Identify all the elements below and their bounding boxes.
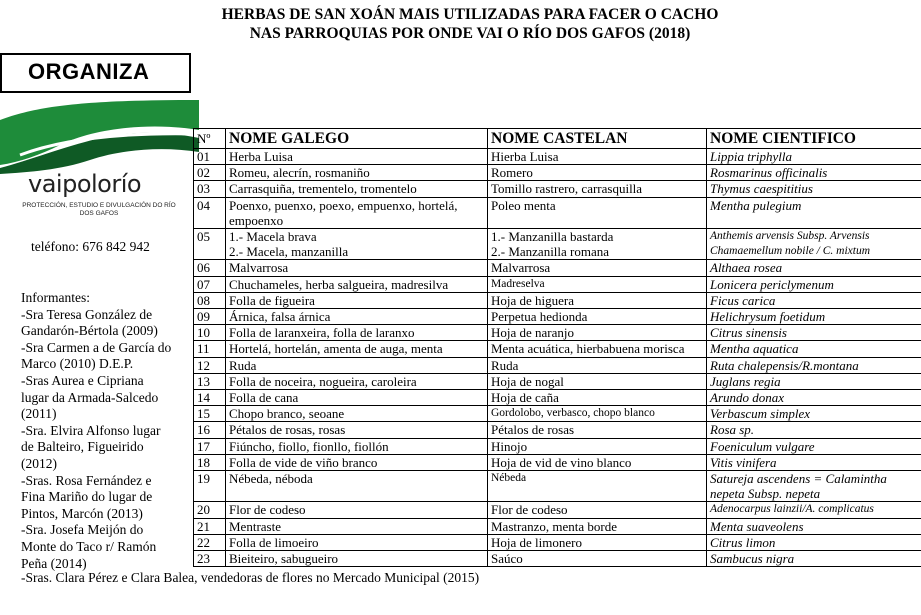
scientific-name-cell: Lippia triphylla [707, 149, 921, 165]
galician-name-cell: Romeu, alecrín, rosmaniño [226, 165, 488, 181]
row-number-cell: 03 [194, 181, 226, 197]
scientific-name-cell: Lonicera periclymenum [707, 276, 921, 292]
castilian-name-cell: Hinojo [488, 438, 707, 454]
table-header-row [194, 129, 921, 149]
table-row [194, 181, 921, 197]
scientific-name-cell: Anthemis arvensis Subsp. Arvensis Chamaemellum nobile / C. mixtum [707, 229, 921, 260]
table-row [194, 197, 921, 228]
scientific-name-cell: Verbascum simplex [707, 406, 921, 422]
scientific-name-cell: Althaea rosea [707, 260, 921, 276]
scientific-name-cell: Juglans regia [707, 373, 921, 389]
castilian-name-cell: Pétalos de rosas [488, 422, 707, 438]
row-number-cell: 06 [194, 260, 226, 276]
galician-name-cell: Ruda [226, 357, 488, 373]
scientific-name-cell: Adenocarpus lainzii/A. complicatus [707, 502, 921, 518]
scientific-name-cell: Menta suaveolens [707, 518, 921, 534]
informant-line: (2011) [21, 406, 57, 422]
scientific-name-cell: Ruta chalepensis/R.montana [707, 357, 921, 373]
galician-name-cell: Folla de vide de viño branco [226, 454, 488, 470]
header-castilian-name: NOME CASTELAN [488, 129, 707, 149]
informant-line: Peña (2014) [21, 555, 87, 571]
row-number-cell: 19 [194, 471, 226, 502]
header-galician-name: NOME GALEGO [226, 129, 488, 149]
castilian-name-cell: Saúco [488, 551, 707, 567]
title-line-2: NAS PARROQUIAS POR ONDE VAI O RÍO DOS GAFOS (2018) [249, 25, 691, 42]
table-row [194, 260, 921, 276]
table-row [194, 518, 921, 534]
galician-name-cell: Folla de noceira, nogueira, caroleira [226, 373, 488, 389]
castilian-name-cell: Madreselva [488, 276, 707, 292]
castilian-name-cell: 1.- Manzanilla bastarda 2.- Manzanilla romana [488, 229, 707, 260]
castilian-name-cell: Nébeda [488, 471, 707, 502]
informant-line: -Sra Teresa González de [21, 306, 153, 322]
informant-line: de Balteiro, Figueirido [21, 439, 144, 455]
galician-name-cell: Folla de figueira [226, 292, 488, 308]
header-number: Nº [194, 129, 226, 149]
row-number-cell: 11 [194, 341, 226, 357]
row-number-cell: 09 [194, 309, 226, 325]
castilian-name-cell: Gordolobo, verbasco, chopo blanco [488, 406, 707, 422]
castilian-name-cell: Hoja de vid de vino blanco [488, 454, 707, 470]
row-number-cell: 08 [194, 292, 226, 308]
row-number-cell: 21 [194, 518, 226, 534]
castilian-name-cell: Ruda [488, 357, 707, 373]
informants-list [21, 290, 191, 572]
castilian-name-cell: Hoja de limonero [488, 534, 707, 550]
galician-name-cell: Folla de limoeiro [226, 534, 488, 550]
castilian-name-cell: Perpetua hedionda [488, 309, 707, 325]
logo-brand: vaipolorío [28, 170, 142, 198]
row-number-cell: 16 [194, 422, 226, 438]
scientific-name-cell: Ficus carica [707, 292, 921, 308]
table-row [194, 438, 921, 454]
galician-name-cell: Folla de cana [226, 390, 488, 406]
table-row [194, 149, 921, 165]
row-number-cell: 22 [194, 534, 226, 550]
castilian-name-cell: Romero [488, 165, 707, 181]
scientific-name-cell: Rosa sp. [707, 422, 921, 438]
scientific-name-cell: Mentha pulegium [707, 197, 921, 228]
row-number-cell: 01 [194, 149, 226, 165]
castilian-name-cell: Hoja de nogal [488, 373, 707, 389]
castilian-name-cell: Hoja de naranjo [488, 325, 707, 341]
scientific-name-cell: Citrus sinensis [707, 325, 921, 341]
row-number-cell: 12 [194, 357, 226, 373]
galician-name-cell: Pétalos de rosas, rosas [226, 422, 488, 438]
scientific-name-cell: Thymus caespititius [707, 181, 921, 197]
castilian-name-cell: Hoja de caña [488, 390, 707, 406]
galician-name-cell: Hortelá, hortelán, amenta de auga, menta [226, 341, 488, 357]
castilian-name-cell: Tomillo rastrero, carrasquilla [488, 181, 707, 197]
table-row [194, 357, 921, 373]
table-row [194, 229, 921, 260]
row-number-cell: 14 [194, 390, 226, 406]
informant-line: -Sra. Josefa Meijón do [21, 522, 144, 538]
table-row [194, 292, 921, 308]
table-row [194, 373, 921, 389]
scientific-name-cell: Citrus limon [707, 534, 921, 550]
row-number-cell: 20 [194, 502, 226, 518]
informant-line: Marco (2010) D.E.P. [21, 356, 134, 372]
row-number-cell: 15 [194, 406, 226, 422]
castilian-name-cell: Flor de codeso [488, 502, 707, 518]
table-row [194, 534, 921, 550]
header-scientific-name: NOME CIENTIFICO [707, 129, 921, 149]
row-number-cell: 07 [194, 276, 226, 292]
row-number-cell: 13 [194, 373, 226, 389]
row-number-cell: 02 [194, 165, 226, 181]
informant-line: Monte do Taco r/ Ramón [21, 538, 157, 554]
table-row [194, 325, 921, 341]
herbs-table [193, 128, 921, 567]
galician-name-cell: Nébeda, néboda [226, 471, 488, 502]
row-number-cell: 04 [194, 197, 226, 228]
scientific-name-cell: Satureja ascendens = Calamintha nepeta Subsp. nepeta [707, 471, 921, 502]
informant-line: Gandarón-Bértola (2009) [21, 323, 158, 339]
informant-line: Informantes: [21, 290, 90, 305]
castilian-name-cell: Menta acuática, hierbabuena morisca [488, 341, 707, 357]
informant-line: -Sra. Elvira Alfonso lugar [21, 422, 161, 438]
castilian-name-cell: Mastranzo, menta borde [488, 518, 707, 534]
galician-name-cell: Mentraste [226, 518, 488, 534]
galician-name-cell: Árnica, falsa árnica [226, 309, 488, 325]
scientific-name-cell: Arundo donax [707, 390, 921, 406]
table-row [194, 341, 921, 357]
phone-number: teléfono: 676 842 942 [31, 239, 150, 254]
castilian-name-cell: Hierba Luisa [488, 149, 707, 165]
row-number-cell: 10 [194, 325, 226, 341]
informant-line: lugar da Armada-Salcedo [21, 389, 159, 405]
row-number-cell: 23 [194, 551, 226, 567]
title-line-1: HERBAS DE SAN XOÁN MAIS UTILIZADAS PARA FACER O CACHO [221, 6, 719, 23]
scientific-name-cell: Helichrysum foetidum [707, 309, 921, 325]
table-row [194, 406, 921, 422]
scientific-name-cell: Sambucus nigra [707, 551, 921, 567]
table-row [194, 551, 921, 567]
row-number-cell: 05 [194, 229, 226, 260]
castilian-name-cell: Poleo menta [488, 197, 707, 228]
galician-name-cell: Malvarrosa [226, 260, 488, 276]
table-row [194, 454, 921, 470]
row-number-cell: 18 [194, 454, 226, 470]
castilian-name-cell: Malvarrosa [488, 260, 707, 276]
organiza-label: ORGANIZA [28, 59, 150, 84]
row-number-cell: 17 [194, 438, 226, 454]
informant-line: (2012) [21, 455, 57, 471]
informant-line: -Sras. Rosa Fernández e [21, 472, 152, 488]
galician-name-cell: Folla de laranxeira, folla de laranxo [226, 325, 488, 341]
galician-name-cell: Carrasquiña, trementelo, tromentelo [226, 181, 488, 197]
scientific-name-cell: Rosmarinus officinalis [707, 165, 921, 181]
galician-name-cell: Fiúncho, fiollo, fionllo, fiollón [226, 438, 488, 454]
scientific-name-cell: Vitis vinifera [707, 454, 921, 470]
galician-name-cell: Flor de codeso [226, 502, 488, 518]
document-title [150, 5, 790, 43]
table-row [194, 309, 921, 325]
table-row [194, 276, 921, 292]
scientific-name-cell: Mentha aquatica [707, 341, 921, 357]
informant-line: Fina Mariño do lugar de [21, 489, 153, 505]
informant-line: Pintos, Marcón (2013) [21, 505, 143, 521]
castilian-name-cell: Hoja de higuera [488, 292, 707, 308]
logo-tagline: PROTECCIÓN, ESTUDIO E DIVULGACIÓN DO RÍO DOS GAFOS [22, 202, 176, 217]
table-row [194, 390, 921, 406]
table-row [194, 422, 921, 438]
galician-name-cell: Bieiteiro, sabugueiro [226, 551, 488, 567]
table-row [194, 471, 921, 502]
galician-name-cell: Poenxo, puenxo, poexo, empuenxo, hortelá, empoenxo [226, 197, 488, 228]
table-row [194, 502, 921, 518]
galician-name-cell: Herba Luisa [226, 149, 488, 165]
last-informant: -Sras. Clara Pérez e Clara Balea, vendedoras de flores no Mercado Municipal (2015) [21, 570, 480, 585]
scientific-name-cell: Foeniculum vulgare [707, 438, 921, 454]
informant-line: -Sra Carmen a de García do [21, 339, 172, 355]
galician-name-cell: Chopo branco, seoane [226, 406, 488, 422]
table-row [194, 165, 921, 181]
galician-name-cell: Chuchameles, herba salgueira, madresilva [226, 276, 488, 292]
organiza-box [0, 53, 191, 93]
galician-name-cell: 1.- Macela brava 2.- Macela, manzanilla [226, 229, 488, 260]
informant-line: -Sras Aurea e Cipriana [21, 372, 144, 388]
